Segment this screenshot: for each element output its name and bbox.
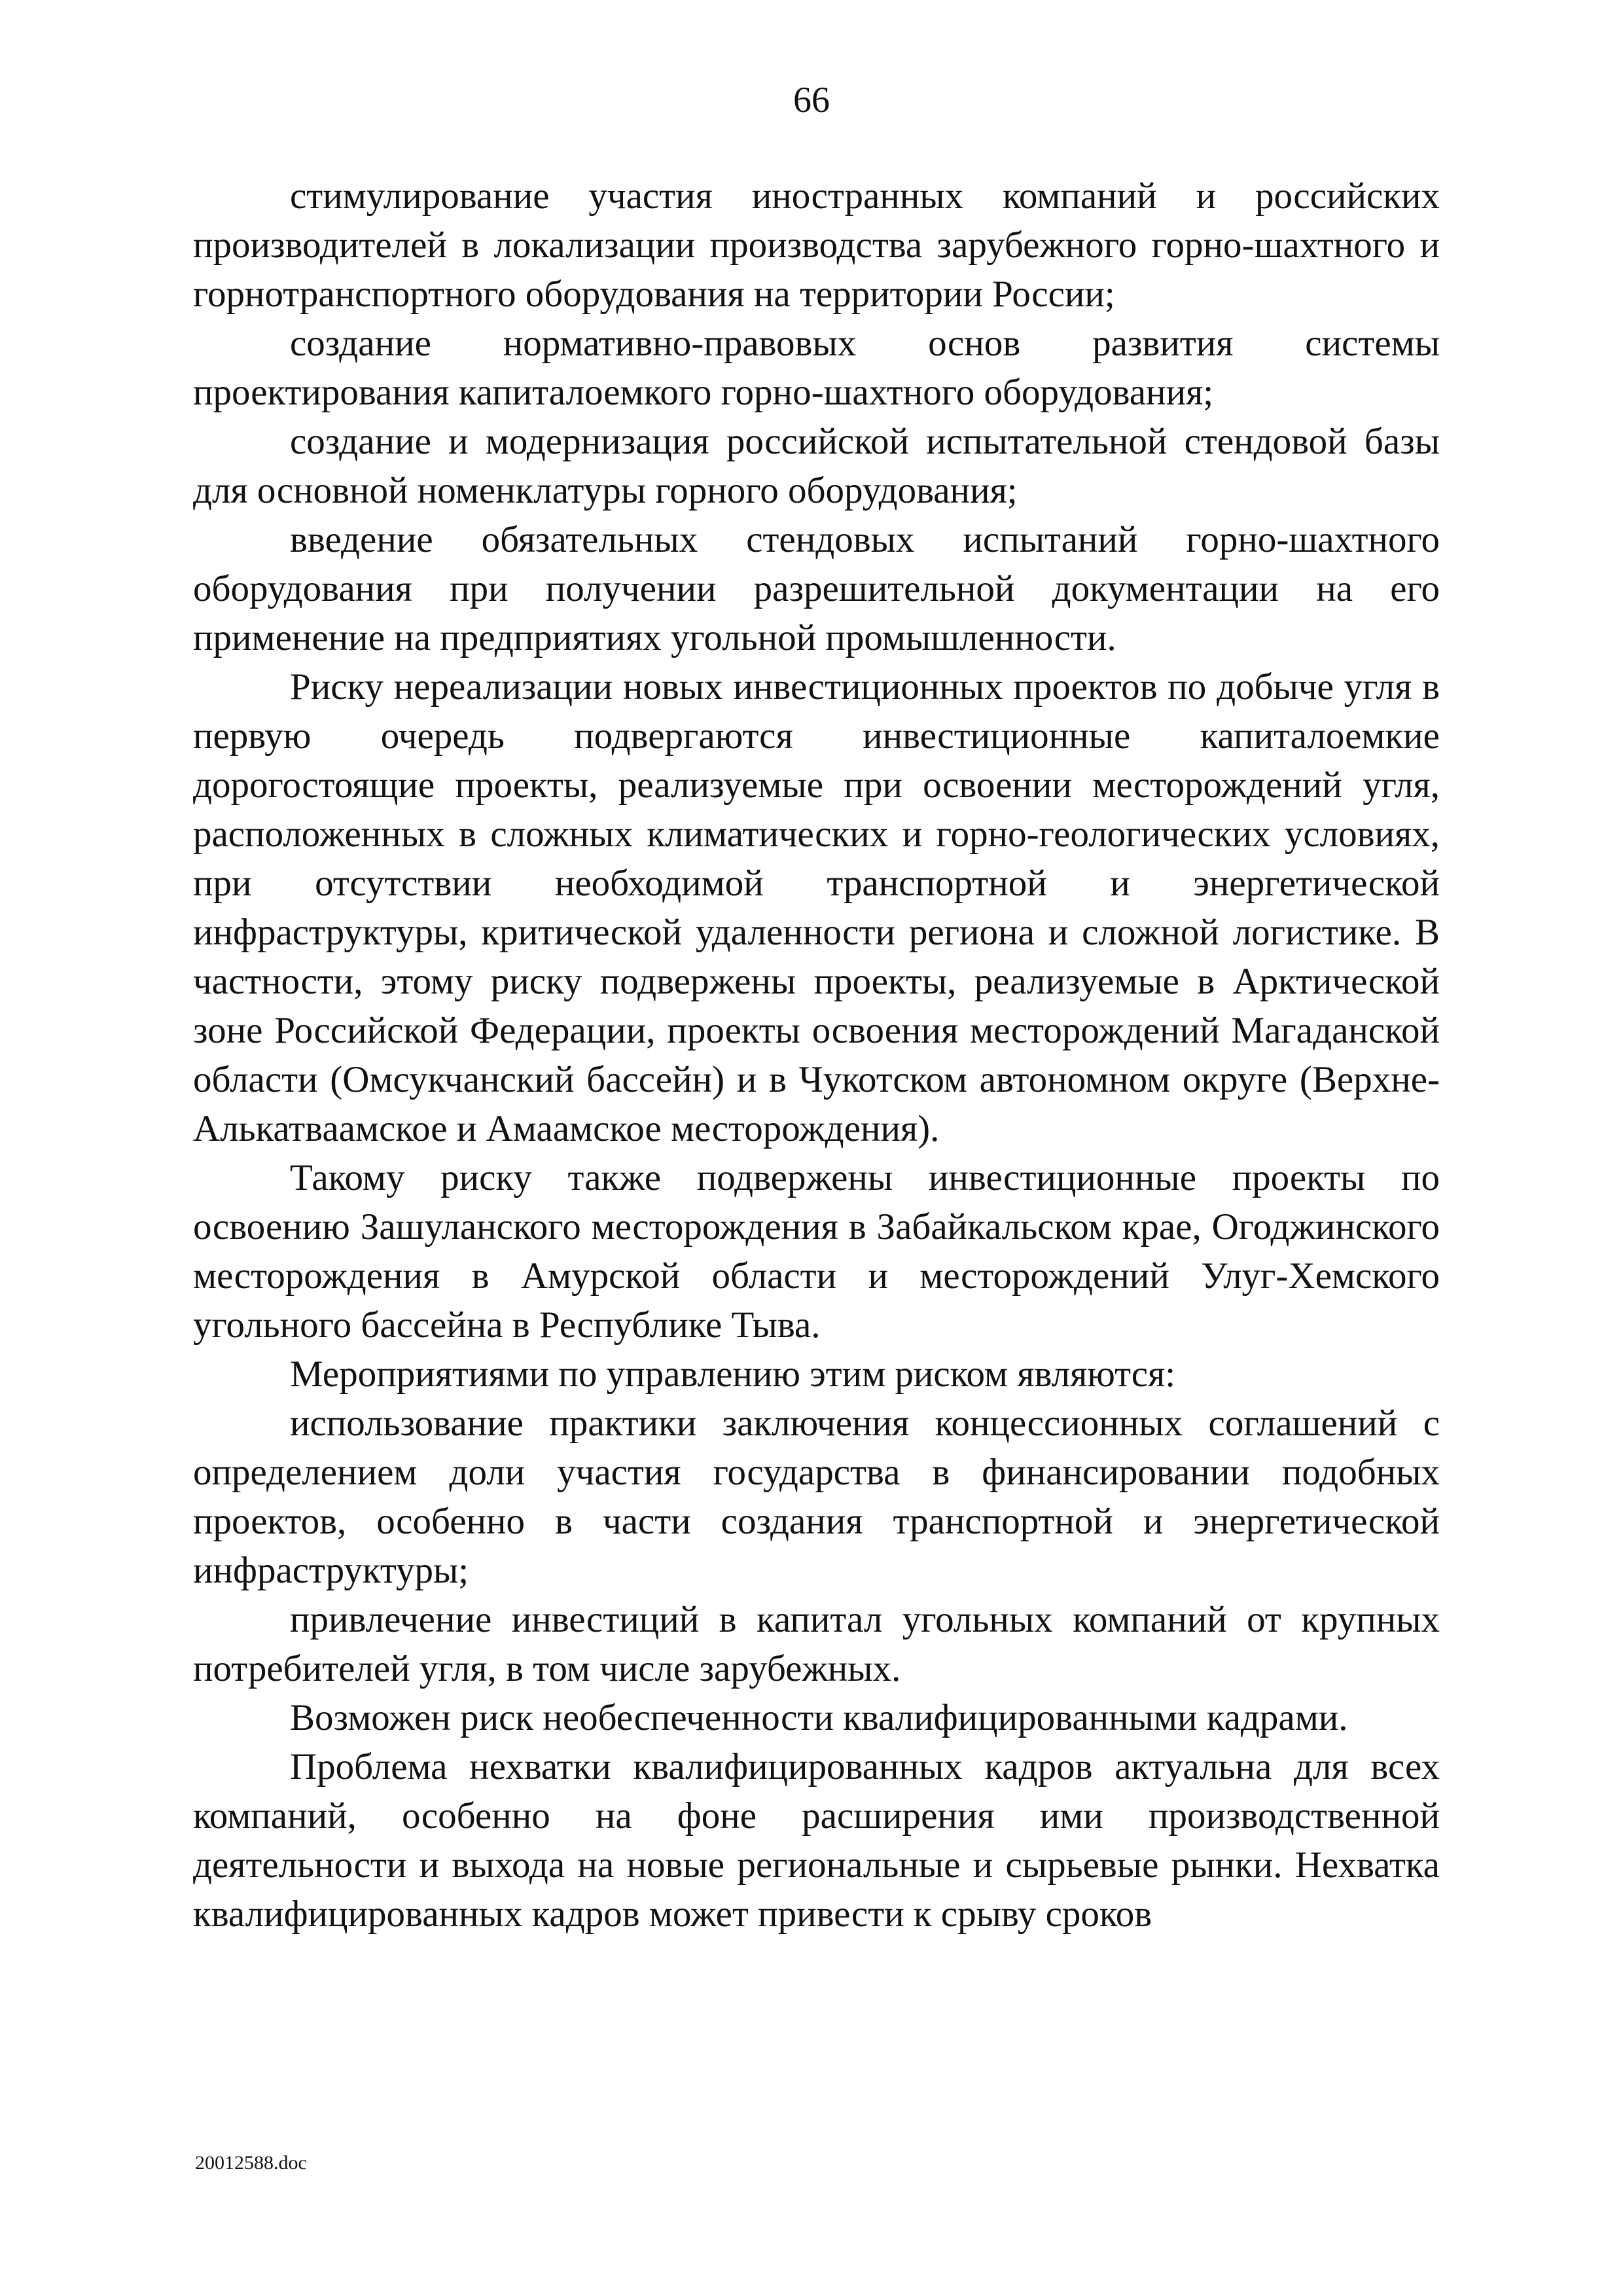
paragraph-staff-risk: Возможен риск необеспеченности квалифицированными кадрами. xyxy=(290,1697,1348,1738)
paragraph-attract-investment: привлечение инвестиций в капитал угольных компаний от крупных потребителей угля, в том числе зарубежных. xyxy=(193,1599,1440,1689)
paragraph-test-base: создание и модернизация российской испытательной стендовой базы для основной номенклатуры горного оборудования; xyxy=(193,421,1440,511)
document-body xyxy=(193,171,1440,1939)
paragraph-mandatory-tests: введение обязательных стендовых испытаний горно-шахтного оборудования при получении разрешительной документации на его применение на предприятиях угольной промышленности. xyxy=(193,519,1440,658)
paragraph-regulatory-basis: создание нормативно-правовых основ развития системы проектирования капиталоемкого горно-шахтного оборудования; xyxy=(193,323,1440,413)
footer-filename: 20012588.doc xyxy=(195,2152,307,2174)
paragraph-investment-risk: Риску нереализации новых инвестиционных проектов по добыче угля в первую очередь подвергаются инвестиционные капиталоемкие дорогостоящие проекты, реализуемые при освоении месторождений угля, расположенных в сложных климатических и горно-геологических условиях, при отсутствии необходимой транспортной и энергетической инфраструктуры, критической удаленности региона и сложной логистике. В частности, этому риску подвержены проекты, реализуемые в Арктической зоне Российской Федерации, проекты освоения месторождений Магаданской области (Омсукчанский бассейн) и в Чукотском автономном округе (Верхне-Алькатваамское и Амаамское месторождения). xyxy=(193,666,1440,1149)
paragraph-risk-measures-intro: Мероприятиями по управлению этим риском являются: xyxy=(290,1354,1176,1395)
page-number: 66 xyxy=(793,80,830,120)
paragraph-risk-projects: Такому риску также подвержены инвестиционные проекты по освоению Зашуланского месторождения в Забайкальском крае, Огоджинского месторождения в Амурской области и месторождений Улуг-Хемского угольного бассейна в Республике Тыва. xyxy=(193,1157,1440,1346)
paragraph-stimulation: стимулирование участия иностранных компаний и российских производителей в локализации производства зарубежного горно-шахтного и горнотранспортного оборудования на территории России; xyxy=(193,175,1440,315)
paragraph-staff-shortage: Проблема нехватки квалифицированных кадров актуальна для всех компаний, особенно на фоне расширения ими производственной деятельности и выхода на новые региональные и сырьевые рынки. Нехватка квалифицированных кадров может привести к срыву сроков xyxy=(193,1746,1440,1935)
paragraph-concessions: использование практики заключения концессионных соглашений с определением доли участия государства в финансировании подобных проектов, особенно в части создания транспортной и энергетической инфраструктуры; xyxy=(193,1403,1440,1591)
